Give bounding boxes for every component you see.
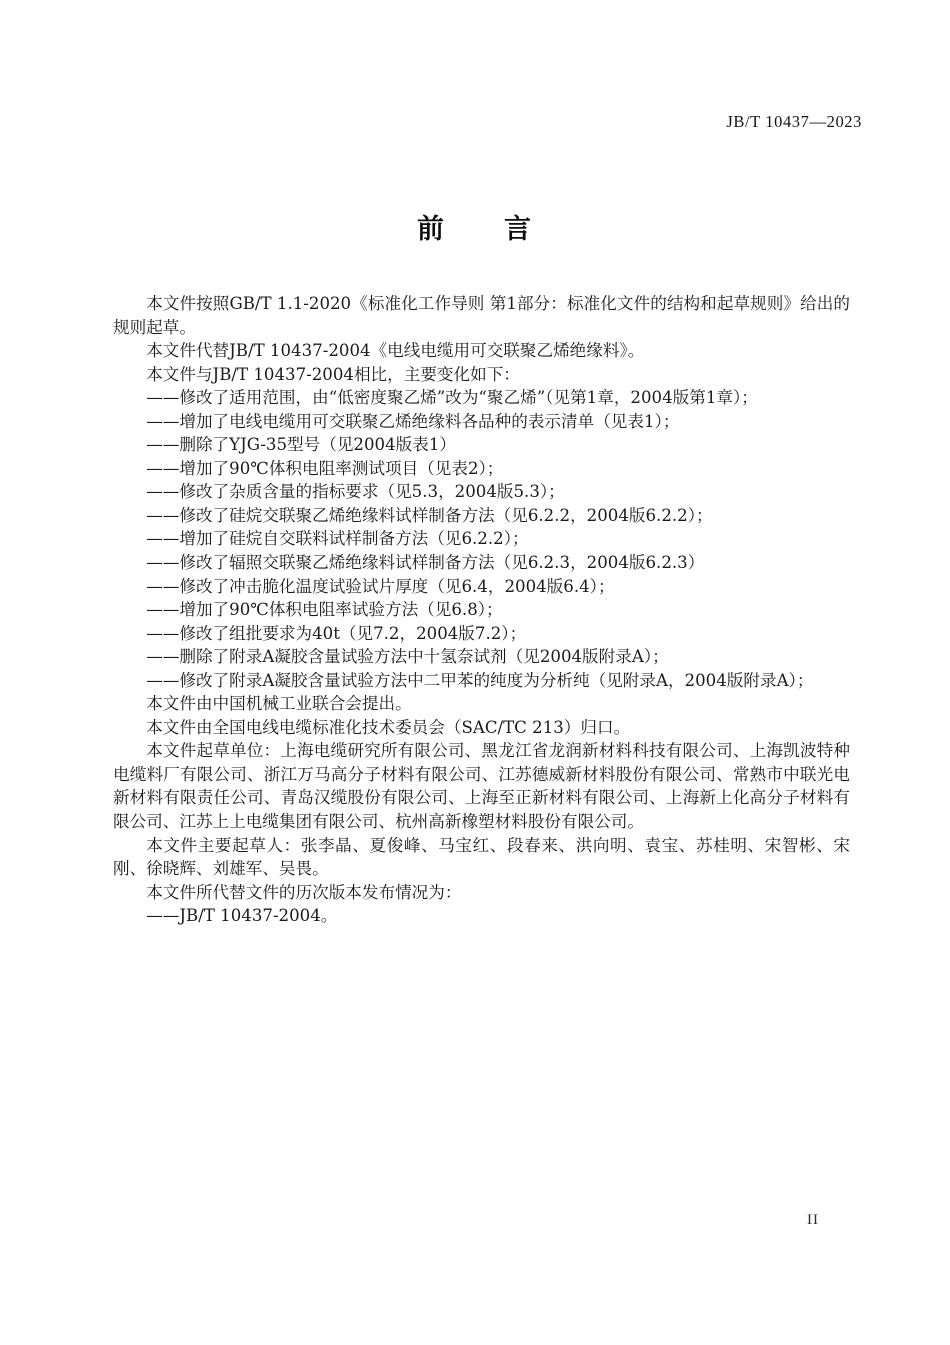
- change-item: ——修改了组批要求为40t（见7.2，2004版7.2）；: [146, 623, 527, 643]
- running-header: [113, 112, 862, 136]
- administrator-statement: 本文件由全国电线电缆标准化技术委员会（SAC/TC 213）归口。: [146, 717, 631, 737]
- change-item: ——删除了YJG-35型号（见2004版表1）: [146, 435, 456, 455]
- change-item: ——修改了辐照交联聚乙烯绝缘料试样制备方法（见6.2.3，2004版6.2.3）: [146, 553, 705, 573]
- page-footer: [0, 1212, 950, 1229]
- page-number: II: [807, 1212, 819, 1228]
- history-item: ——JB/T 10437-2004。: [146, 906, 338, 926]
- foreword-paragraph: 本文件代替JB/T 10437-2004《电线电缆用可交联聚乙烯绝缘料》。: [146, 341, 645, 361]
- drafters-statement: 本文件主要起草人：张李晶、夏俊峰、马宝红、段春来、洪向明、袁宝、苏桂明、宋智彬、宋刚、徐晓辉、刘雄军、吴畏。: [113, 835, 850, 879]
- standard-number: JB/T 10437—2023: [726, 112, 862, 131]
- change-item: ——增加了90℃体积电阻率试验方法（见6.8）；: [146, 600, 503, 620]
- change-item: ——增加了硅烷自交联料试样制备方法（见6.2.2）；: [146, 529, 529, 549]
- change-item: ——删除了附录A凝胶含量试验方法中十氢奈试剂（见2004版附录A）；: [146, 647, 669, 667]
- change-item: ——修改了硅烷交联聚乙烯绝缘料试样制备方法（见6.2.2，2004版6.2.2）；: [146, 505, 713, 525]
- change-item: ——增加了90℃体积电阻率测试项目（见表2）；: [146, 458, 504, 478]
- drafting-units-statement: 本文件起草单位：上海电缆研究所有限公司、黑龙江省龙润新材料科技有限公司、上海凯波特种电缆料厂有限公司、浙江万马高分子材料有限公司、江苏德威新材料股份有限公司、常熟市中联光电新材料有限责任公司、青岛汉缆股份有限公司、上海至正新材料有限公司、上海新上化高分子材料有限公司、江苏上上电缆集团有限公司、杭州高新橡塑材料股份有限公司。: [113, 741, 850, 832]
- change-item: ——增加了电线电缆用可交联聚乙烯绝缘料各品种的表示清单（见表1）；: [146, 411, 680, 431]
- page-title: 前 言: [417, 214, 533, 245]
- history-intro: 本文件所代替文件的历次版本发布情况为：: [146, 882, 462, 902]
- change-item: ——修改了冲击脆化温度试验试片厚度（见6.4，2004版6.4）；: [146, 576, 615, 596]
- foreword-paragraph: 本文件与JB/T 10437-2004相比，主要变化如下：: [146, 364, 520, 384]
- proposer-statement: 本文件由中国机械工业联合会提出。: [146, 694, 412, 714]
- foreword-paragraph: 本文件按照GB/T 1.1-2020《标准化工作导则 第1部分：标准化文件的结构和起草规则》给出的规则起草。: [113, 294, 850, 337]
- change-item: ——修改了杂质含量的指标要求（见5.3，2004版5.3）；: [146, 482, 565, 502]
- change-item: ——修改了适用范围，由“低密度聚乙烯”改为“聚乙烯”（见第1章，2004版第1章）；: [146, 388, 758, 408]
- foreword-body: [113, 292, 850, 928]
- change-item: ——修改了附录A凝胶含量试验方法中二甲苯的纯度为分析纯（见附录A，2004版附录A）；: [146, 670, 814, 690]
